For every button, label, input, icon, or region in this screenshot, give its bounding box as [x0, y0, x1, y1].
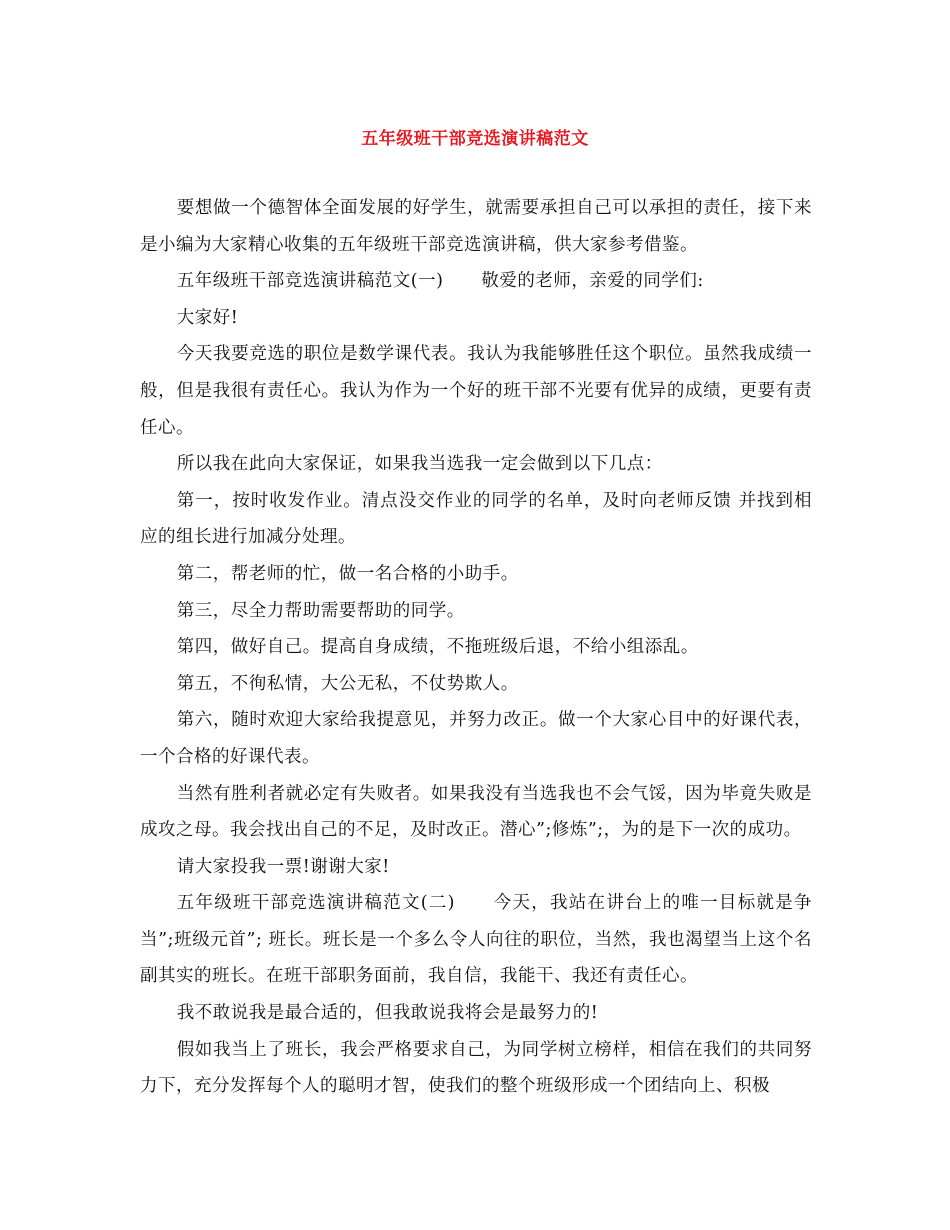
section1-opening: 敬爱的老师，亲爱的同学们: [481, 271, 704, 292]
paragraph-section2-heading [140, 885, 812, 995]
paragraph-point-4: 第四，做好自己。提高自身成绩，不拖班级后退，不给小组添乱。 [176, 637, 699, 658]
document-body [140, 190, 812, 1105]
section1-heading: 五年级班干部竞选演讲稿范文(一) [176, 271, 444, 292]
paragraph-failure: 当然有胜利者就必定有失败者。如果我没有当选我也不会气馁，因为毕竟失败是成攻之母。我会找出自己的不足，及时改正。潜心”;修炼”;，为的是下一次的成功。 [140, 783, 812, 841]
section2-heading: 五年级班干部竞选演讲稿范文(二) [176, 893, 455, 914]
paragraph-intro: 要想做一个德智体全面发展的好学生，就需要承担自己可以承担的责任，接下来是小编为大家精心收集的五年级班干部竞选演讲稿，供大家参考借鉴。 [140, 198, 812, 255]
paragraph-point-6: 第六，随时欢迎大家给我提意见，并努力改正。做一个大家心目中的好课代表，一个合格的好课代表。 [140, 710, 812, 767]
paragraph-point-1: 第一，按时收发作业。清点没交作业的同学的名单，及时向老师反馈 并找到相应的组长进行加减分处理。 [140, 490, 812, 548]
paragraph-vote: 请大家投我一票!谢谢大家! [176, 856, 390, 877]
paragraph-point-5: 第五，不徇私情，大公无私，不仗势欺人。 [176, 673, 519, 694]
section2-opening: 今天，我站在讲台上的唯一目标就是争当”;班级元首”; 班长。班长是一个多么令人向往的职位，当然，我也渴望当上这个名副其实的班长。在班干部职务面前，我自信，我能干、我还有责任心。 [140, 893, 813, 987]
paragraph-monitor: 假如我当上了班长，我会严格要求自己，为同学树立榜样，相信在我们的共同努力下，充分发挥每个人的聪明才智，使我们的整个班级形成一个团结向上、积极 [140, 1039, 812, 1097]
paragraph-position: 今天我要竞选的职位是数学课代表。我认为我能够胜任这个职位。虽然我成绩一般，但是我很有责任心。我认为作为一个好的班干部不光要有优异的成绩，更要有责任心。 [140, 344, 812, 438]
paragraph-point-3: 第三，尽全力帮助需要帮助的同学。 [176, 600, 465, 621]
paragraph-greeting: 大家好! [176, 307, 239, 328]
paragraph-point-2: 第二，帮老师的忙，做一名合格的小助手。 [176, 563, 519, 584]
paragraph-section1-heading [140, 263, 812, 300]
paragraph-promise: 所以我在此向大家保证，如果我当选我一定会做到以下几点： [176, 454, 663, 475]
document-title: 五年级班干部竞选演讲稿范文 [361, 129, 589, 149]
paragraph-effort: 我不敢说我是最合适的，但我敢说我将会是最努力的! [176, 1003, 599, 1024]
